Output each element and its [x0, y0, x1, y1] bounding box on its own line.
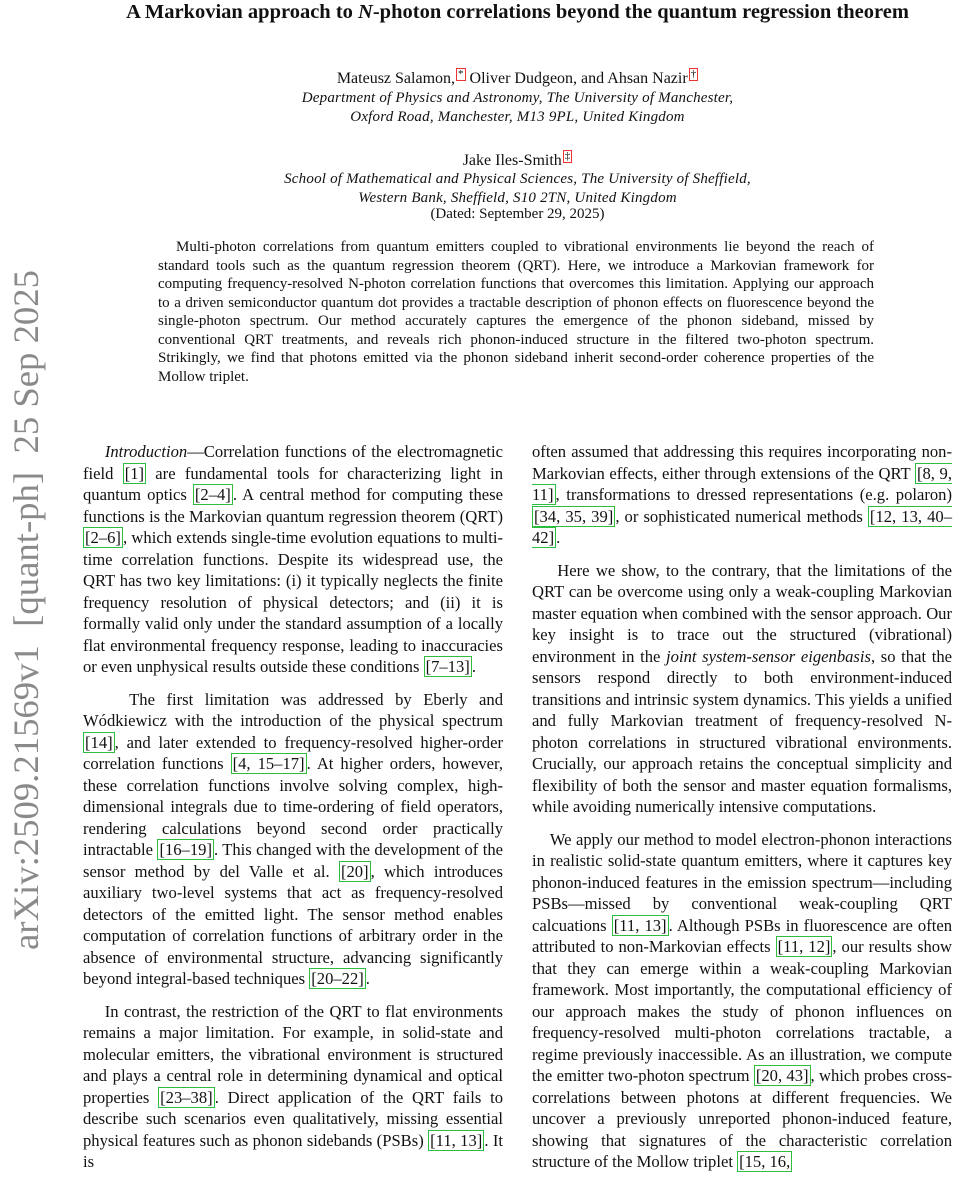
emphasis-joint-eigenbasis: joint system-sensor eigenbasis [666, 646, 871, 666]
citation-link[interactable]: [12, 13, 40–42] [532, 506, 952, 547]
citation-link[interactable]: [4, 15–17] [232, 754, 305, 773]
text-run: , and later extended to frequency-resolved higher-order correlation functions [83, 732, 503, 773]
title-part-1: A Markovian approach to [126, 1, 359, 23]
citation-link[interactable]: [11, 13] [430, 1130, 483, 1150]
title-italic-n: N [358, 1, 373, 23]
citation-link[interactable]: [2–4] [194, 485, 231, 504]
citation-link[interactable]: [2–6] [85, 528, 121, 547]
affiliation-2-line-1: School of Mathematical and Physical Sciences, The University of Sheffield, [284, 171, 751, 187]
text-run: , transformations to dressed representations (e.g. polaron) [555, 485, 952, 504]
date-line: (Dated: September 29, 2025) [430, 206, 605, 222]
text-run: , so that the sensors respond directly to both environment-induced transitions and intrinsic system dynamics. This yields a unified and fully Markovian treatment of frequency-resolved N-photon correlations in structured vibrational environments. Crucially, our approach retains the conceptual simplicity and flexibility of both the sensor and master equation formalisms, while avoiding numerically intensive computations. [532, 646, 952, 816]
text-run: , or sophisticated numerical methods [615, 506, 868, 526]
footnote-link-3[interactable]: ‡ [564, 150, 571, 162]
author-line-1 [70, 68, 965, 88]
footnote-link-1[interactable]: * [458, 68, 464, 80]
affiliation-1-line-2: Oxford Road, Manchester, M13 9PL, United Kingdom [350, 109, 685, 125]
affiliation-1-line-1: Department of Physics and Astronomy, The University of Manchester, [301, 90, 734, 106]
text-run: . At higher orders, however, these correlation functions involve solving complex, high-dimensional integrals due to time-ordering of field operators, rendering calculations beyond second order practically intractable [83, 754, 503, 859]
text-run: . [471, 657, 476, 676]
citation-link[interactable]: [14] [85, 732, 113, 752]
citation-link[interactable]: [11, 13] [613, 915, 667, 935]
text-run: often assumed that addressing this requires incorporating non-Markovian effects, either through extensions of the QRT [532, 442, 952, 483]
text-run: . [556, 528, 561, 547]
left-paragraph-1 [83, 441, 503, 678]
author-dudgeon-nazir: Oliver Dudgeon, and Ahsan Nazir [465, 70, 688, 87]
author-line-2 [70, 150, 965, 170]
citation-link[interactable]: [20, 43] [755, 1066, 809, 1085]
citation-link[interactable]: [34, 35, 39] [534, 506, 614, 526]
text-run: , which extends single-time evolution equations to multi-time correlation functions. Despite its widespread use, the QRT has two key limitations: (i) it typically neglects the finite frequency resolution of physical detectors; and (ii) it is formally valid only under the standard assumption of a locally flat environmental frequency response, leading to inaccuracies or even unphysical results outside these conditions [83, 528, 503, 676]
right-paragraph-3 [532, 829, 952, 1173]
text-run: The first limitation was addressed by Eberly and Wódkiewicz with the introduction of the physical spectrum [83, 689, 503, 730]
affiliation-manchester [70, 89, 965, 127]
text-run: . Direct application of the QRT fails to describe such scenarios even qualitatively, missing essential physical features such as phonon sidebands (PSBs) [83, 1087, 503, 1150]
text-run: are fundamental tools for characterizing light in quantum optics [83, 463, 504, 504]
text-run: , which introduces auxiliary two-level systems that act as frequency-resolved detectors of the emitted light. The sensor method enables computation of correlation functions of arbitrary order in the absence of environmental structure, advancing significantly beyond integral-based techniques [83, 861, 503, 988]
citation-link[interactable]: [20–22] [311, 969, 364, 988]
affiliation-sheffield [70, 170, 965, 208]
arxiv-stamp-text: arXiv:2509.21569v1 [quant-ph] 25 Sep 2025 [6, 283, 46, 950]
text-run: . This changed with the development of the sensor method by del Valle et al. [83, 840, 504, 881]
right-column [532, 441, 952, 1184]
text-run: . [365, 969, 370, 988]
paper-title [70, 0, 965, 25]
text-run: , which probes cross-correlations between photons at different frequencies. We uncover a previously unreported phonon-induced feature, showing that signatures of the characteristic correlation structure of the Mollow triplet [532, 1066, 953, 1171]
text-run: Here we show, to the contrary, that the limitations of the QRT can be overcome using only a weak-coupling Markovian master equation when combined with the sensor approach. Our key insight is to trace out the structured (vibrational) environment in the [532, 560, 952, 666]
text-run: . A central method for computing these functions is the Markovian quantum regression theorem (QRT) [83, 485, 503, 526]
affiliation-2-line-2: Western Bank, Sheffield, S10 2TN, United Kingdom [358, 190, 677, 206]
text-run: . Although PSBs in fluorescence are often attributed to non-Markovian effects [532, 915, 953, 956]
author-salamon: Mateusz Salamon, [336, 70, 456, 87]
arxiv-identifier-stamp [4, 260, 48, 960]
text-run: We apply our method to model electron-phonon interactions in realistic solid-state quantum emitters, where it captures key phonon-induced features in the emission spectrum—including PSBs—missed by conventional weak-coupling QRT calcuations [532, 829, 952, 935]
text-run: . It is [83, 1130, 503, 1171]
citation-link[interactable]: [16–19] [159, 840, 212, 859]
right-paragraph-1 [532, 441, 952, 549]
title-part-2: -photon correlations beyond the quantum regression theorem [372, 1, 909, 23]
citation-link[interactable]: [8, 9, 11] [532, 463, 952, 504]
citation-link[interactable]: [15, 16, [739, 1152, 791, 1171]
citation-link[interactable]: [20] [340, 861, 369, 881]
abstract: Multi-photon correlations from quantum emitters coupled to vibrational environments lie beyond the reach of standard tools such as the quantum regression theorem (QRT). Here, we introduce a Markovian framework for computing frequency-resolved N-photon correlation functions that overcomes this limitation. Applying our approach to a driven semiconductor quantum dot provides a tractable description of phonon effects on fluorescence beyond the single-photon spectrum. Our method accurately captures the emergence of the phonon sideband, missed by conventional QRT treatments, and reveals rich phonon-induced structure in the filtered two-photon spectrum. Strikingly, we find that photons emitted via the phonon sideband inherit second-order coherence properties of the Mollow triplet. [158, 239, 874, 385]
left-paragraph-2 [83, 689, 503, 990]
left-column [83, 441, 503, 1184]
text-run: , our results show that they can emerge within a weak-coupling Markovian framework. Most importantly, the computational efficiency of our approach makes the study of phonon influences on frequency-resolved multi-photon correlations tractable, a regime previously inaccessible. As an illustration, we compute the emitter two-photon spectrum [532, 937, 953, 1085]
citation-link[interactable]: [23–38] [160, 1087, 213, 1107]
citation-link[interactable]: [7–13] [425, 657, 470, 676]
left-paragraph-3 [83, 1001, 503, 1173]
footnote-link-2[interactable]: † [690, 68, 697, 80]
text-run: —Correlation functions of the electromagnetic field [83, 442, 503, 483]
citation-link[interactable]: [1] [124, 463, 145, 483]
author-iles-smith: Jake Iles-Smith [462, 152, 562, 169]
right-paragraph-2 [532, 560, 952, 818]
text-run: In contrast, the restriction of the QRT to flat environments remains a major limitation. For example, in solid-state and molecular emitters, the vibrational environment is structured and plays a central role in determining dynamical and optical properties [83, 1001, 503, 1107]
citation-link[interactable]: [11, 12] [777, 937, 831, 956]
section-lead-introduction: Introduction [104, 442, 188, 461]
